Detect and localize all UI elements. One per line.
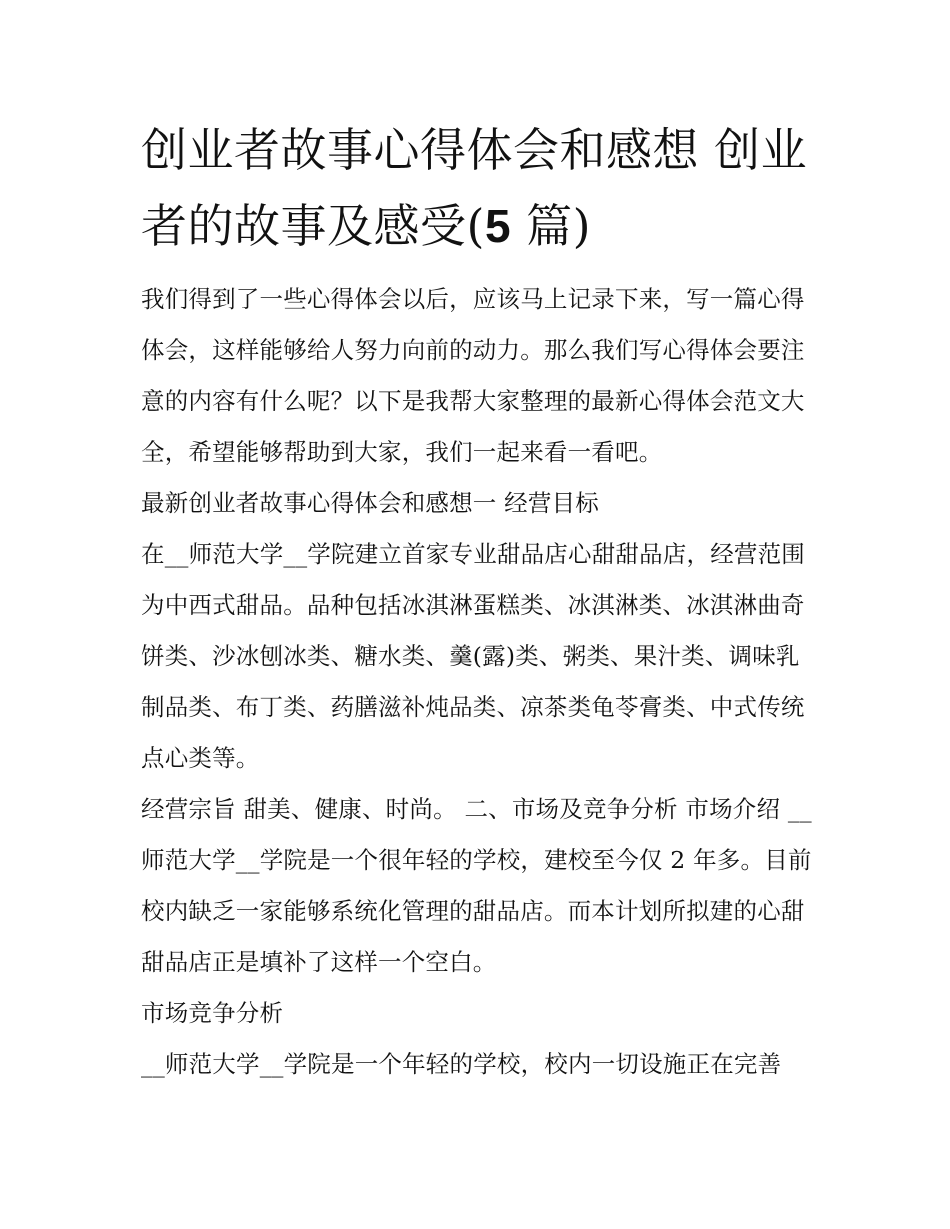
competition-paragraph: __师范大学__学院是一个年轻的学校，校内一切设施正在完善 xyxy=(141,1050,782,1078)
title-number: 5 xyxy=(484,200,512,252)
business-scope-paragraph: 在__师范大学__学院建立首家专业甜品店心甜甜品店，经营范围为中西式甜品。品种包括冰淇淋蛋糕类、冰淇淋类、冰淇淋曲奇饼类、沙冰刨冰类、糖水类、羹(露)类、粥类、果汁类、调味乳制品类、布丁类、药膳滋补炖品类、凉茶类龟苓膏类、中式传统点心类等。 xyxy=(141,540,805,772)
document-body xyxy=(141,112,816,1090)
intro-paragraph: 我们得到了一些心得体会以后，应该马上记录下来，写一篇心得体会，这样能够给人努力向前的动力。那么我们写心得体会要注意的内容有什么呢？以下是我帮大家整理的最新心得体会范文大全，希望能够帮助到大家，我们一起来看一看吧。 xyxy=(141,285,805,466)
market-intro-paragraph: 经营宗旨 甜美、健康、时尚。 二、市场及竞争分析 市场介绍 __师范大学__学院是一个很年轻的学校，建校至今仅 2 年多。目前校内缺乏一家能够系统化管理的甜品店。而本计划所拟建的心甜甜品店正是填补了这样一个空白。 xyxy=(141,795,812,976)
document-title xyxy=(141,112,816,264)
subsection-heading: 市场竞争分析 xyxy=(141,999,284,1027)
title-text: 创业者故事心得体会和感想 创业者的故事及感受( xyxy=(141,123,808,253)
section-heading: 最新创业者故事心得体会和感想一 经营目标 xyxy=(141,489,599,517)
title-text-end: 篇) xyxy=(511,199,592,253)
